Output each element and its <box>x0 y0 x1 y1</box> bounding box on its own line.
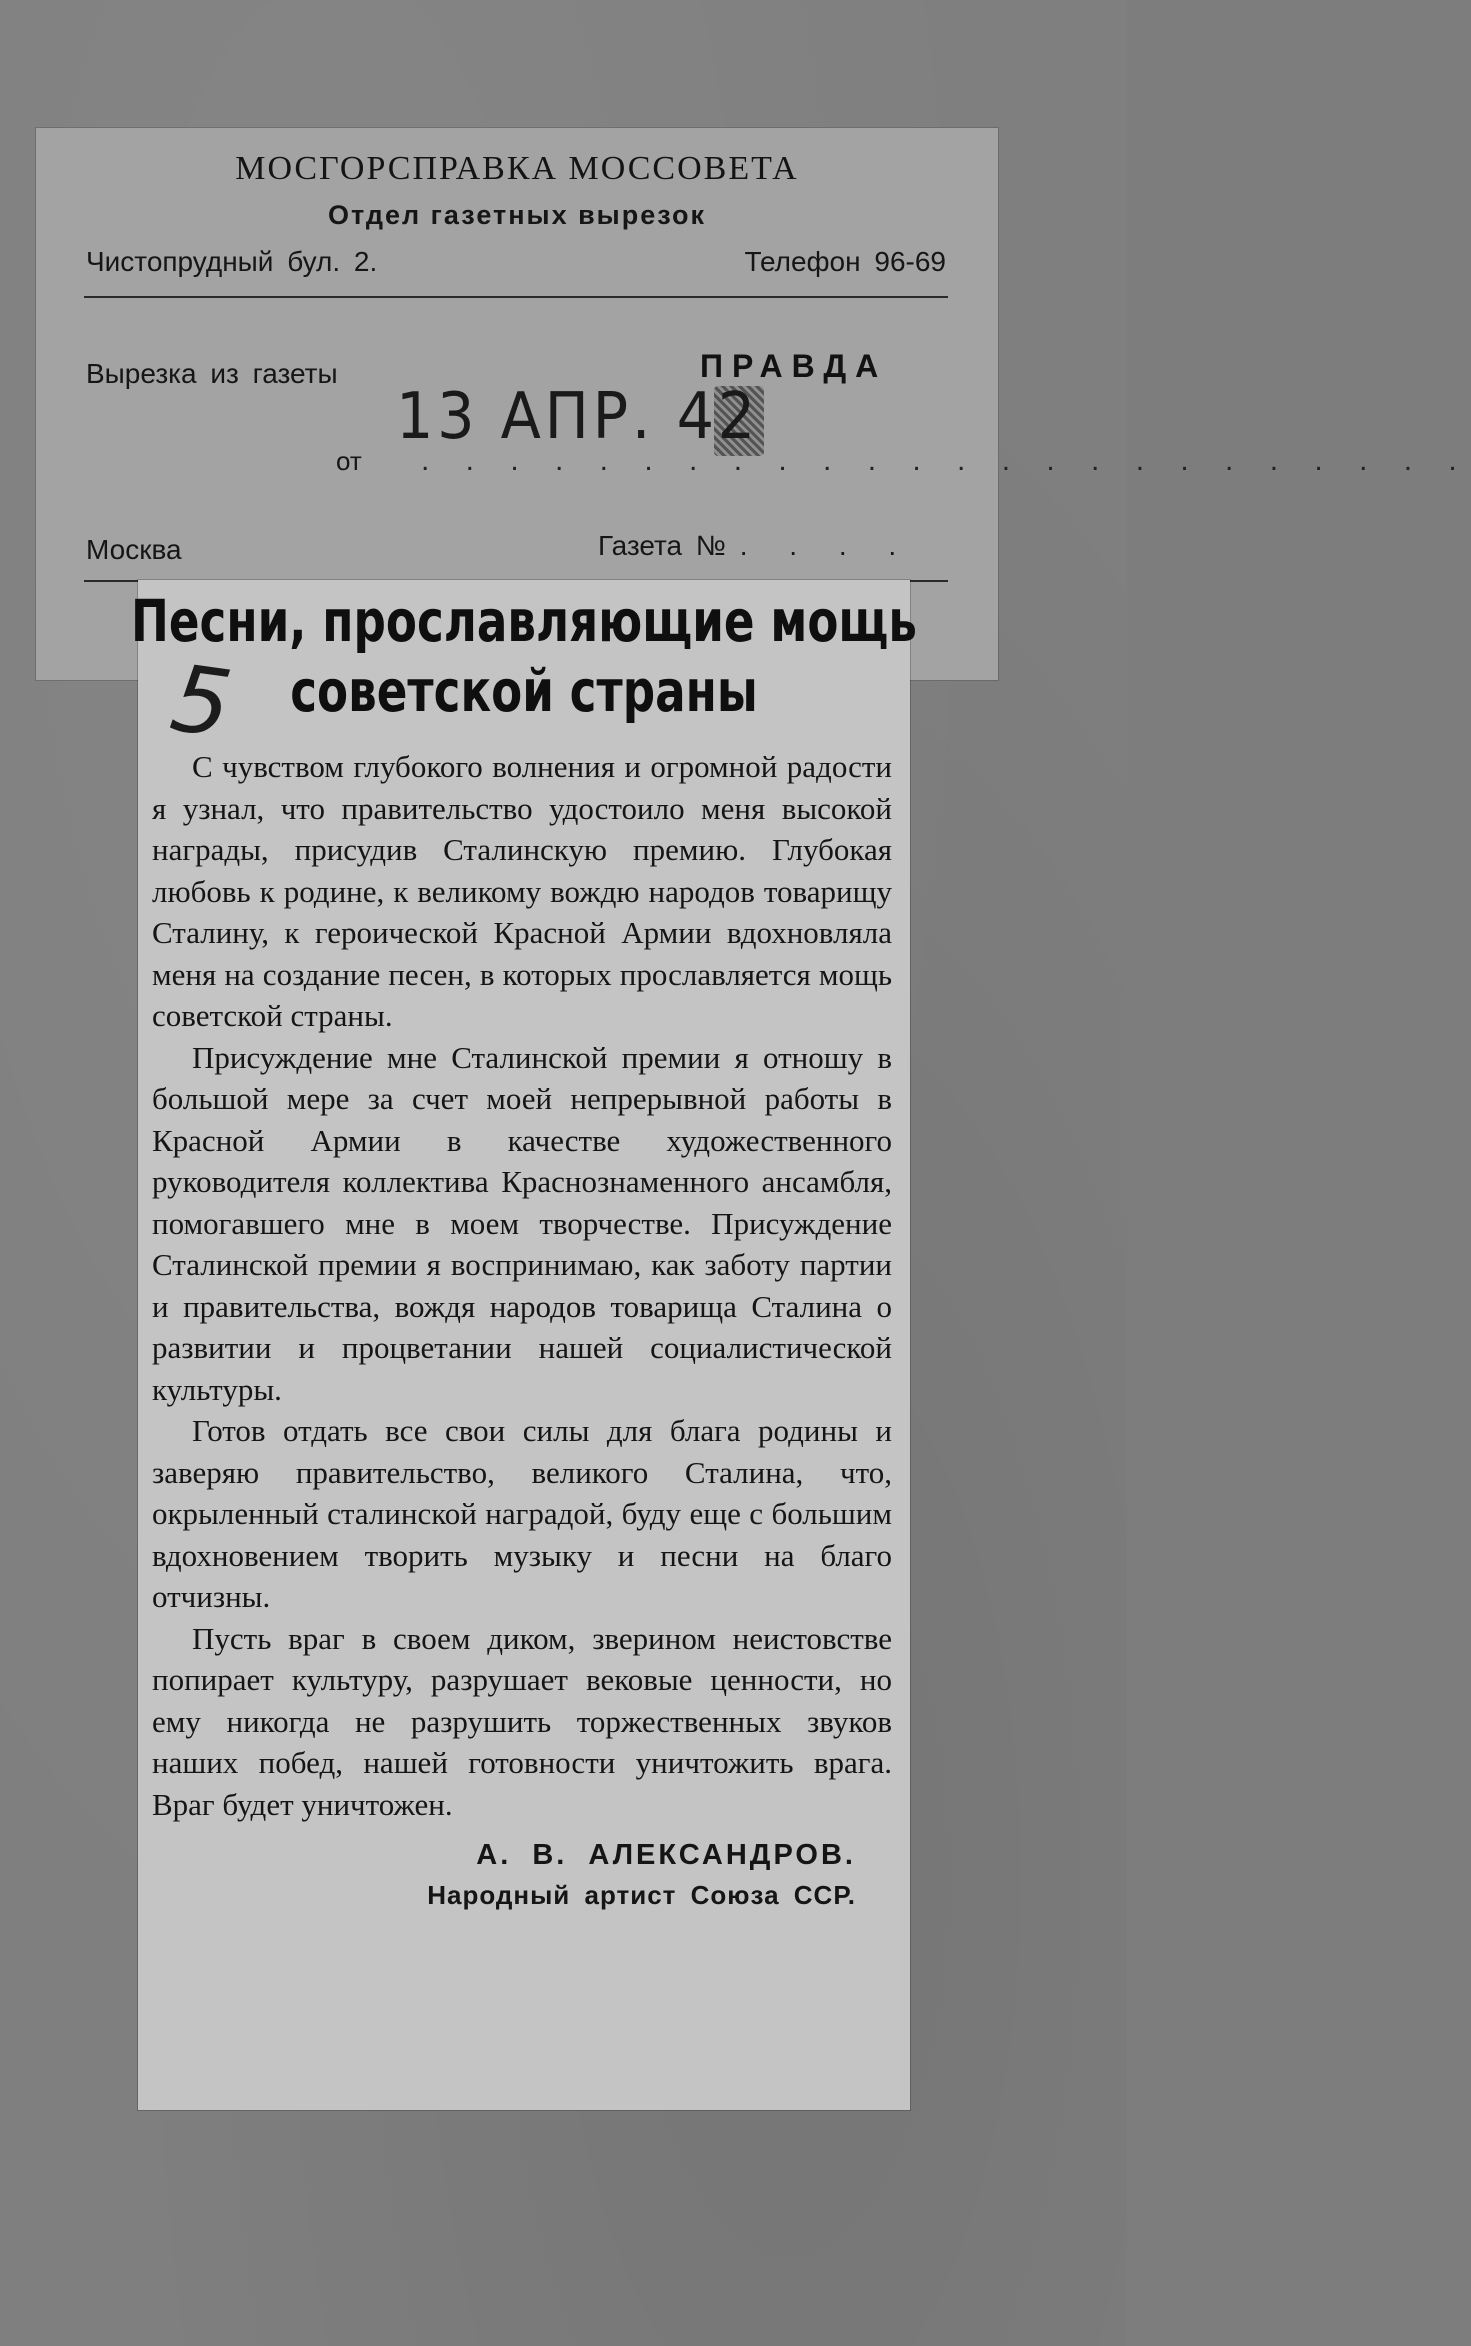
agency-address: Чистопрудный бул. 2. <box>86 246 378 277</box>
article-paragraph: С чувством глубокого волнения и огромной радости я узнал, что правительство удостоило меня высокой награды, присудив Сталинскую премию. Глубокая любовь к родине, к великому вождю народов товарищу Сталину, к героической Красной Армии вдохновляла меня на создание песен, в которых прославляется мощь советской страны. <box>152 749 892 1033</box>
clip-source-label: Вырезка из газеты <box>86 358 338 389</box>
newspaper-clipping <box>130 580 918 2110</box>
handwritten-number: 5 <box>164 644 238 759</box>
date-from-label: от <box>336 446 362 476</box>
slip-divider-top <box>84 296 948 298</box>
gazeta-number-label <box>598 530 910 562</box>
date-dotted-line: . . . . . . . . . . . . . . . . . . . . . . . . <box>421 444 1471 477</box>
gazeta-number-dots: . . . . <box>739 530 911 561</box>
headline-line-1: Песни, прославляющие мощь <box>130 587 918 655</box>
article-body <box>152 746 892 1915</box>
headline-line-2: советской страны <box>290 657 758 725</box>
article-paragraph: Присуждение мне Сталинской премии я отношу в большой мере за счет моей непрерывной работы в Красной Армии в качестве художественного руководителя коллектива Краснознаменного ансамбля, помогавшего мне в моем творчестве. Присуждение Сталинской премии я воспринимаю, как заботу партии и правительства, вождя народов товарища Сталина о развитии и процветании нашей социалистической культуры. <box>152 1039 892 1407</box>
city-label: Москва <box>86 534 182 565</box>
newspaper-name: ПРАВДА <box>700 348 888 384</box>
agency-title: МОСГОРСПРАВКА МОССОВЕТА <box>235 150 799 187</box>
agency-phone: Телефон 96-69 <box>744 246 946 277</box>
agency-department: Отдел газетных вырезок <box>327 200 707 230</box>
article-author: А. В. АЛЕКСАНДРОВ. <box>476 1839 856 1871</box>
handwritten-date: 13 АПР. 42 <box>396 380 759 454</box>
article-paragraph: Готов отдать все свои силы для блага родины и заверяю правительство, великого Сталина, что, окрыленный сталинской наградой, буду еще с большим вдохновением творить музыку и песни на благо отчизны. <box>152 1413 892 1614</box>
article-headline <box>130 586 918 726</box>
gazeta-label-text: Газета № <box>598 530 726 561</box>
author-title: Народный артист Союза ССР. <box>427 1880 856 1910</box>
article-paragraph: Пусть враг в своем диком, зверином неистовстве попирает культуру, разрушает вековые ценности, но ему никогда не разрушить торжественных звуков наших побед, нашей готовности уничтожить врага. Враг будет уничтожен. <box>152 1620 892 1822</box>
